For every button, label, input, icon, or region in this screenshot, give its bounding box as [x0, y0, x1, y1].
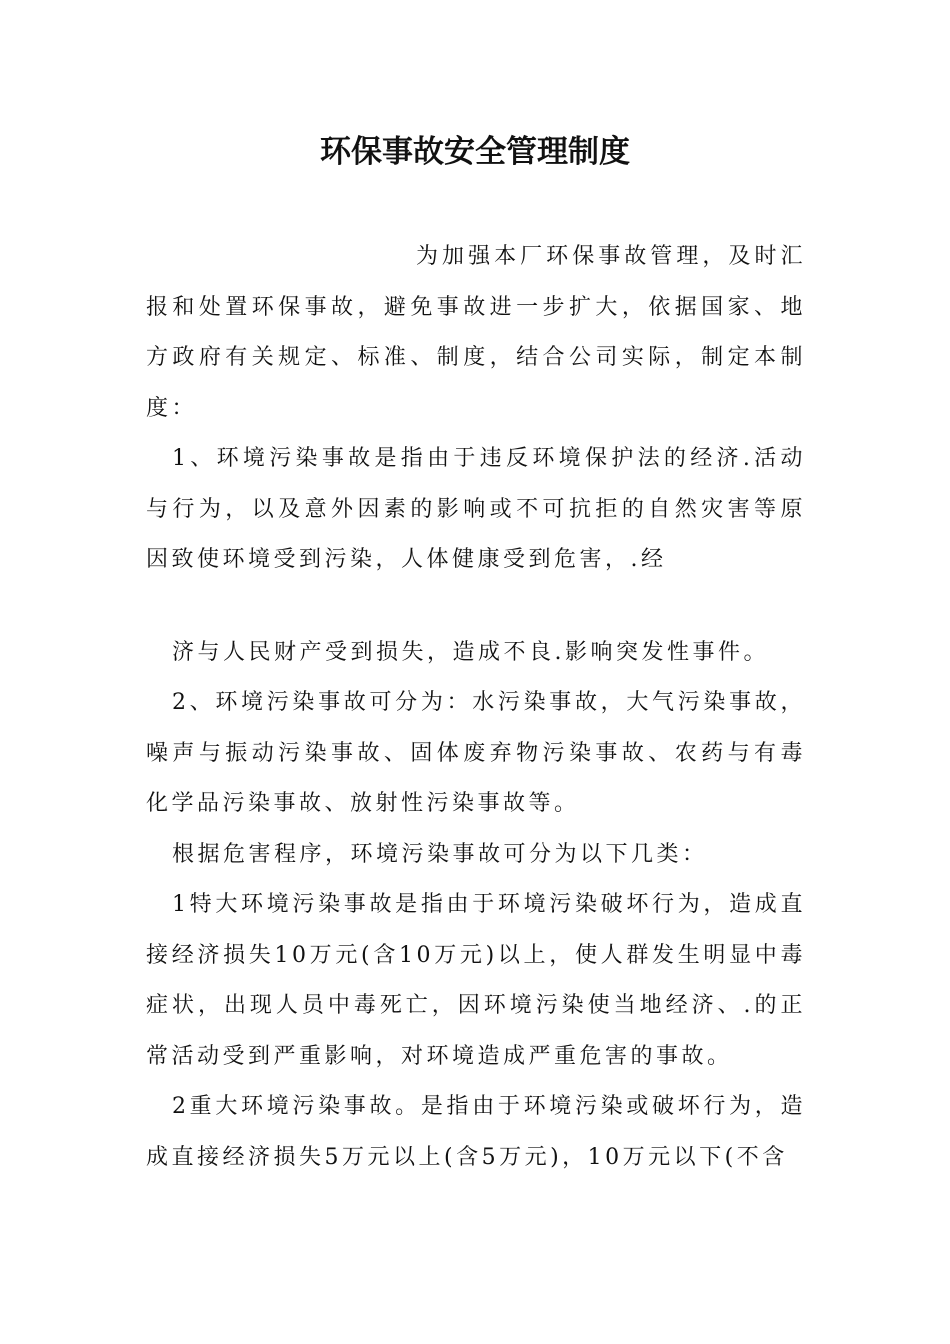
page-break-gap [146, 586, 806, 628]
intro-paragraph: 为加强本厂环保事故管理，及时汇报和处置环保事故，避免事故进一步扩大，依据国家、地方政府有关规定、标准、制度，结合公司实际，制定本制度： [146, 244, 806, 421]
classification-paragraph: 2、环境污染事故可分为：水污染事故，大气污染事故，噪声与振动污染事故、固体废弃物污染事故、农药与有毒化学品污染事故、放射性污染事故等。 [146, 690, 806, 816]
definition-paragraph: 1、环境污染事故是指由于违反环境保护法的经济.活动与行为，以及意外因素的影响或不可抗拒的自然灾害等原因致使环境受到污染，人体健康受到危害，.经 [146, 446, 806, 572]
severe-accident-paragraph: 1特大环境污染事故是指由于环境污染破坏行为，造成直接经济损失10万元(含10万元)以上，使人群发生明显中毒症状，出现人员中毒死亡，因环境污染使当地经济、.的正常活动受到严重影响，对环境造成严重危害的事故。 [146, 892, 806, 1069]
document-title: 环保事故安全管理制度 [320, 134, 630, 170]
severity-intro-paragraph: 根据危害程序，环境污染事故可分为以下几类： [172, 841, 708, 867]
definition-continuation-paragraph: 济与人民财产受到损失，造成不良.影响突发性事件。 [172, 639, 769, 665]
document-body [146, 232, 806, 1183]
major-accident-paragraph: 2重大环境污染事故。是指由于环境污染或破坏行为，造成直接经济损失5万元以上(含5万元)，10万元以下(不含 [146, 1094, 806, 1170]
